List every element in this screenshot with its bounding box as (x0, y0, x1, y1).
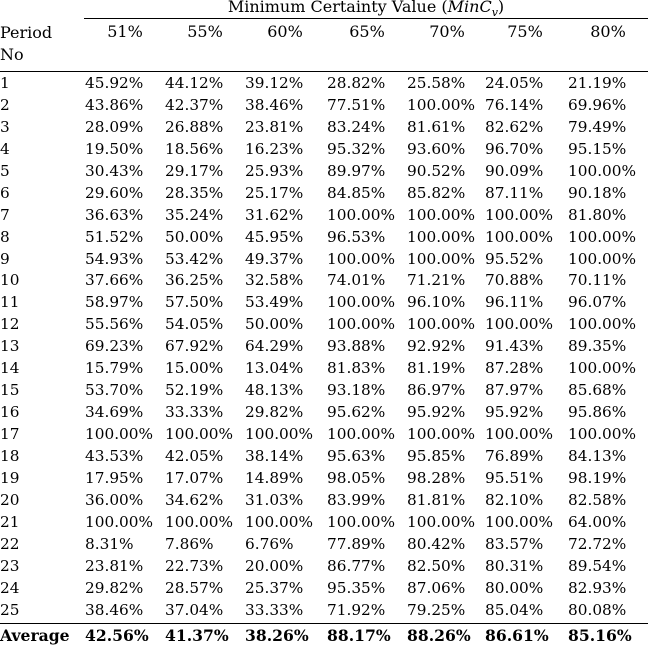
value-cell: 53.42% (165, 249, 224, 268)
period-cell: 2 (0, 95, 10, 114)
value-cell: 64.29% (245, 337, 304, 356)
column-header: 65% (349, 22, 385, 41)
value-cell: 90.09% (485, 161, 544, 180)
table-row (0, 73, 648, 95)
value-cell: 21.19% (568, 74, 627, 92)
value-cell: 81.61% (407, 117, 466, 136)
value-cell: 36.00% (85, 490, 144, 509)
table-row (0, 183, 648, 205)
value-cell: 72.72% (568, 534, 627, 553)
value-cell: 100.00% (327, 512, 396, 531)
value-cell: 85.68% (568, 381, 627, 400)
average-value-cell: 41.37% (165, 625, 229, 645)
table-row (0, 314, 648, 336)
value-cell: 36.63% (85, 205, 144, 224)
average-value-cell: 42.56% (85, 625, 149, 645)
value-cell: 17.95% (85, 468, 144, 487)
table-row (0, 512, 648, 534)
period-cell: 12 (0, 315, 20, 334)
value-cell: 90.18% (568, 183, 627, 202)
value-cell: 95.92% (407, 403, 466, 422)
value-cell: 25.93% (245, 161, 304, 180)
column-header: 80% (590, 22, 626, 41)
value-cell: 100.00% (407, 425, 476, 443)
value-cell: 37.66% (85, 271, 144, 290)
value-cell: 95.35% (327, 578, 386, 597)
table-body (0, 73, 648, 621)
value-cell: 100.00% (407, 249, 476, 268)
value-cell: 82.10% (485, 490, 544, 509)
table-row (0, 336, 648, 358)
value-cell: 100.00% (485, 512, 554, 531)
value-cell: 87.11% (485, 183, 544, 202)
value-cell: 28.57% (165, 578, 224, 597)
value-cell: 87.28% (485, 359, 544, 378)
value-cell: 34.62% (165, 490, 224, 509)
value-cell: 95.86% (568, 403, 627, 422)
value-cell: 36.25% (165, 271, 224, 290)
value-cell: 81.81% (407, 490, 466, 509)
period-cell: 23 (0, 556, 20, 575)
value-cell: 82.50% (407, 556, 466, 575)
period-cell: 10 (0, 271, 20, 290)
value-cell: 86.97% (407, 381, 466, 400)
value-cell: 100.00% (407, 227, 476, 246)
value-cell: 71.21% (407, 271, 466, 290)
value-cell: 69.23% (85, 337, 144, 356)
value-cell: 85.04% (485, 600, 544, 619)
value-cell: 100.00% (327, 249, 396, 268)
period-cell: 3 (0, 117, 10, 136)
value-cell: 79.25% (407, 600, 466, 619)
period-cell: 14 (0, 359, 20, 378)
value-cell: 95.51% (485, 468, 544, 487)
value-cell: 44.12% (165, 74, 224, 92)
column-header: 75% (507, 22, 543, 41)
value-cell: 96.07% (568, 293, 627, 312)
value-cell: 95.63% (327, 446, 386, 465)
period-cell: 17 (0, 425, 20, 443)
value-cell: 54.05% (165, 315, 224, 334)
value-cell: 81.83% (327, 359, 386, 378)
table-row (0, 446, 648, 468)
period-cell: 6 (0, 183, 10, 202)
value-cell: 17.07% (165, 468, 224, 487)
value-cell: 57.50% (165, 293, 224, 312)
value-cell: 35.24% (165, 205, 224, 224)
value-cell: 100.00% (568, 161, 637, 180)
value-cell: 29.82% (245, 403, 304, 422)
value-cell: 100.00% (245, 425, 314, 443)
value-cell: 86.77% (327, 556, 386, 575)
value-cell: 95.32% (327, 139, 386, 158)
value-cell: 79.49% (568, 117, 627, 136)
value-cell: 100.00% (165, 512, 234, 531)
value-cell: 20.00% (245, 556, 304, 575)
value-cell: 100.00% (568, 227, 637, 246)
value-cell: 54.93% (85, 249, 144, 268)
value-cell: 96.53% (327, 227, 386, 246)
period-cell: 4 (0, 139, 10, 158)
value-cell: 100.00% (245, 512, 314, 531)
value-cell: 30.43% (85, 161, 144, 180)
value-cell: 95.62% (327, 403, 386, 422)
value-cell: 28.35% (165, 183, 224, 202)
average-row (0, 625, 648, 647)
value-cell: 100.00% (327, 315, 396, 334)
value-cell: 100.00% (407, 512, 476, 531)
average-value-cell: 38.26% (245, 625, 309, 645)
table-row (0, 117, 648, 139)
table-row (0, 556, 648, 578)
value-cell: 38.14% (245, 446, 304, 465)
value-cell: 42.37% (165, 95, 224, 114)
value-cell: 53.70% (85, 381, 144, 400)
value-cell: 14.89% (245, 468, 304, 487)
value-cell: 23.81% (85, 556, 144, 575)
value-cell: 25.17% (245, 183, 304, 202)
value-cell: 100.00% (327, 205, 396, 224)
value-cell: 80.42% (407, 534, 466, 553)
value-cell: 100.00% (568, 315, 637, 334)
value-cell: 53.49% (245, 293, 304, 312)
value-cell: 69.96% (568, 95, 627, 114)
value-cell: 95.15% (568, 139, 627, 158)
column-header: 70% (429, 22, 465, 41)
table-row (0, 468, 648, 490)
value-cell: 80.08% (568, 600, 627, 619)
period-cell: 11 (0, 293, 20, 312)
value-cell: 93.88% (327, 337, 386, 356)
table-row (0, 270, 648, 292)
value-cell: 84.13% (568, 446, 627, 465)
value-cell: 87.06% (407, 578, 466, 597)
period-cell: 5 (0, 161, 10, 180)
value-cell: 100.00% (568, 359, 637, 378)
value-cell: 96.11% (485, 293, 544, 312)
table-row (0, 95, 648, 117)
value-cell: 89.97% (327, 161, 386, 180)
value-cell: 45.92% (85, 74, 144, 92)
table-row (0, 578, 648, 600)
value-cell: 48.13% (245, 381, 304, 400)
value-cell: 96.10% (407, 293, 466, 312)
table-row (0, 490, 648, 512)
value-cell: 90.52% (407, 161, 466, 180)
group-rule (84, 18, 648, 19)
value-cell: 42.05% (165, 446, 224, 465)
value-cell: 100.00% (85, 512, 154, 531)
value-cell: 43.53% (85, 446, 144, 465)
value-cell: 100.00% (165, 425, 234, 443)
value-cell: 19.50% (85, 139, 144, 158)
value-cell: 8.31% (85, 534, 134, 553)
value-cell: 32.58% (245, 271, 304, 290)
period-cell: 24 (0, 578, 20, 597)
period-cell: 13 (0, 337, 20, 356)
value-cell: 82.93% (568, 578, 627, 597)
period-cell: 18 (0, 446, 20, 465)
value-cell: 100.00% (485, 227, 554, 246)
value-cell: 91.43% (485, 337, 544, 356)
value-cell: 70.88% (485, 271, 544, 290)
group-header-variable: MinC (447, 0, 492, 16)
value-cell: 93.60% (407, 139, 466, 158)
period-cell: 21 (0, 512, 20, 531)
header-rule (0, 71, 648, 72)
table-row (0, 161, 648, 183)
value-cell: 93.18% (327, 381, 386, 400)
period-cell: 15 (0, 381, 20, 400)
value-cell: 15.00% (165, 359, 224, 378)
value-cell: 29.17% (165, 161, 224, 180)
table-row (0, 402, 648, 424)
value-cell: 49.37% (245, 249, 304, 268)
period-cell: 16 (0, 403, 20, 422)
value-cell: 38.46% (245, 95, 304, 114)
value-cell: 43.86% (85, 95, 144, 114)
value-cell: 85.82% (407, 183, 466, 202)
table-row (0, 227, 648, 249)
period-header (0, 22, 84, 66)
value-cell: 33.33% (165, 403, 224, 422)
value-cell: 89.35% (568, 337, 627, 356)
period-header-line1: Period (0, 23, 53, 42)
value-cell: 77.51% (327, 95, 386, 114)
value-cell: 100.00% (85, 425, 154, 443)
average-label: Average (0, 625, 70, 645)
value-cell: 95.52% (485, 249, 544, 268)
value-cell: 83.57% (485, 534, 544, 553)
value-cell: 6.76% (245, 534, 294, 553)
value-cell: 83.24% (327, 117, 386, 136)
value-cell: 28.82% (327, 74, 386, 92)
value-cell: 25.58% (407, 74, 466, 92)
value-cell: 50.00% (245, 315, 304, 334)
value-cell: 98.05% (327, 468, 386, 487)
value-cell: 76.89% (485, 446, 544, 465)
value-cell: 13.04% (245, 359, 304, 378)
table-row (0, 358, 648, 380)
table-row (0, 139, 648, 161)
value-cell: 92.92% (407, 337, 466, 356)
value-cell: 16.23% (245, 139, 304, 158)
value-cell: 51.52% (85, 227, 144, 246)
value-cell: 100.00% (407, 315, 476, 334)
table-row (0, 424, 648, 446)
value-cell: 74.01% (327, 271, 386, 290)
value-cell: 87.97% (485, 381, 544, 400)
table-row (0, 249, 648, 271)
value-cell: 95.85% (407, 446, 466, 465)
average-value-cell: 85.16% (568, 625, 632, 645)
value-cell: 98.28% (407, 468, 466, 487)
value-cell: 33.33% (245, 600, 304, 619)
value-cell: 80.31% (485, 556, 544, 575)
value-cell: 52.19% (165, 381, 224, 400)
value-cell: 100.00% (485, 315, 554, 334)
column-header: 60% (267, 22, 303, 41)
period-cell: 1 (0, 74, 10, 92)
value-cell: 37.04% (165, 600, 224, 619)
value-cell: 50.00% (165, 227, 224, 246)
table-row (0, 380, 648, 402)
table-row (0, 600, 648, 622)
value-cell: 100.00% (327, 293, 396, 312)
group-header-close: ) (497, 0, 505, 16)
value-cell: 15.79% (85, 359, 144, 378)
value-cell: 95.92% (485, 403, 544, 422)
period-cell: 9 (0, 249, 10, 268)
value-cell: 24.05% (485, 74, 544, 92)
value-cell: 80.00% (485, 578, 544, 597)
group-header-text: Minimum Certainty Value ( (227, 0, 448, 16)
average-value-cell: 86.61% (485, 625, 549, 645)
value-cell: 82.62% (485, 117, 544, 136)
value-cell: 18.56% (165, 139, 224, 158)
value-cell: 55.56% (85, 315, 144, 334)
table-row (0, 292, 648, 314)
table-row (0, 205, 648, 227)
table-row (0, 534, 648, 556)
value-cell: 76.14% (485, 95, 544, 114)
value-cell: 45.95% (245, 227, 304, 246)
value-cell: 34.69% (85, 403, 144, 422)
value-cell: 64.00% (568, 512, 627, 531)
value-cell: 31.62% (245, 205, 304, 224)
value-cell: 82.58% (568, 490, 627, 509)
period-cell: 19 (0, 468, 20, 487)
value-cell: 70.11% (568, 271, 627, 290)
value-cell: 31.03% (245, 490, 304, 509)
period-cell: 7 (0, 205, 10, 224)
value-cell: 38.46% (85, 600, 144, 619)
average-value-cell: 88.17% (327, 625, 391, 645)
value-cell: 67.92% (165, 337, 224, 356)
value-cell: 7.86% (165, 534, 214, 553)
value-cell: 100.00% (485, 425, 554, 443)
period-header-line2: No (0, 45, 24, 64)
header-row (0, 20, 648, 64)
value-cell: 25.37% (245, 578, 304, 597)
value-cell: 81.19% (407, 359, 466, 378)
value-cell: 100.00% (327, 425, 396, 443)
period-cell: 8 (0, 227, 10, 246)
value-cell: 83.99% (327, 490, 386, 509)
value-cell: 39.12% (245, 74, 304, 92)
value-cell: 100.00% (568, 425, 637, 443)
value-cell: 89.54% (568, 556, 627, 575)
value-cell: 100.00% (485, 205, 554, 224)
value-cell: 77.89% (327, 534, 386, 553)
value-cell: 26.88% (165, 117, 224, 136)
value-cell: 98.19% (568, 468, 627, 487)
value-cell: 23.81% (245, 117, 304, 136)
value-cell: 58.97% (85, 293, 144, 312)
value-cell: 84.85% (327, 183, 386, 202)
value-cell: 100.00% (568, 249, 637, 268)
value-cell: 71.92% (327, 600, 386, 619)
average-value-cell: 88.26% (407, 625, 471, 645)
value-cell: 96.70% (485, 139, 544, 158)
group-header-subscript: v (491, 6, 498, 20)
value-cell: 100.00% (407, 95, 476, 114)
column-header: 55% (187, 22, 223, 41)
period-cell: 25 (0, 600, 20, 619)
value-cell: 29.82% (85, 578, 144, 597)
value-cell: 22.73% (165, 556, 224, 575)
period-cell: 22 (0, 534, 20, 553)
value-cell: 100.00% (407, 205, 476, 224)
column-header: 51% (107, 22, 143, 41)
period-cell: 20 (0, 490, 20, 509)
value-cell: 28.09% (85, 117, 144, 136)
value-cell: 81.80% (568, 205, 627, 224)
value-cell: 29.60% (85, 183, 144, 202)
